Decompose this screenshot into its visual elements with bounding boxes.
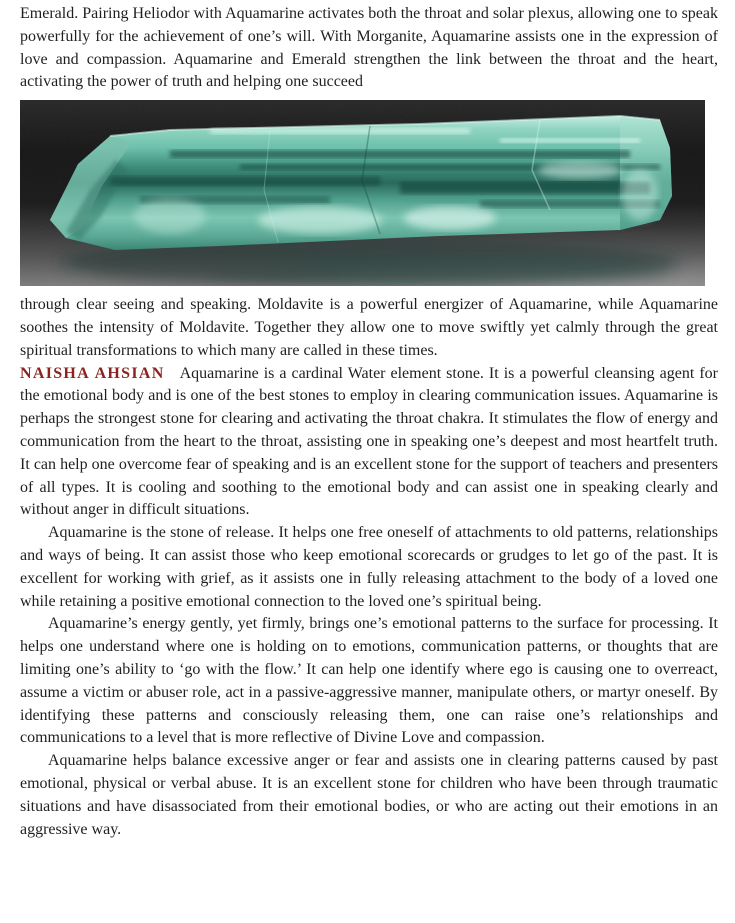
aquamarine-crystal-photo xyxy=(20,100,705,286)
naisha-paragraph-3 xyxy=(20,613,718,750)
author-heading: NAISHA AHSIAN xyxy=(20,364,165,382)
naisha-paragraph-1 xyxy=(20,363,718,523)
aquamarine-crystal-illustration xyxy=(20,100,705,286)
naisha-paragraph-4-text: Aquamarine helps balance excessive anger or fear and assists one in clearing patterns caused by past emotional, physical or verbal abuse. It is an excellent stone for children who have been through traumatic situations and have disassociated from their emotional bodies, or who are acting out their emotions in an aggressive way. xyxy=(20,752,718,838)
naisha-paragraph-3-text: Aquamarine’s energy gently, yet firmly, brings one’s emotional patterns to the surface for processing. It helps one understand where one is holding on to emotions, communication patterns, or thoughts that are limiting one’s ability to ‘go with the flow.’ It can help one identify where ego is causing one to overreact, assume a victim or abuser role, act in a passive-aggressive manner, manipulate others, or martyr oneself. By identifying these patterns and consciously releasing them, one can raise one’s relationships and communications to a level that is more reflective of Divine Love and compassion. xyxy=(20,615,718,747)
naisha-paragraph-4 xyxy=(20,750,718,841)
paragraph-top-text: Emerald. Pairing Heliodor with Aquamarine activates both the throat and solar plexus, allowing one to speak powerfully for the achievement of one’s will. With Morganite, Aquamarine assists one in the expression of love and compassion. Aquamarine and Emerald strengthen the link between the throat and the heart, activating the power of truth and helping one succeed xyxy=(20,5,718,91)
naisha-paragraph-1-text: Aquamarine is a cardinal Water element stone. It is a powerful cleansing agent for the emotional body and is one of the best stones to employ in clearing communication issues. Aquamarine is perhaps the strongest stone for clearing and activating the throat chakra. It stimulates the flow of energy and communication from the heart to the throat, assisting one in speaking one’s deepest and most heartfelt truth. It can help one overcome fear of speaking and is an excellent stone for the support of teachers and presenters of all types. It is cooling and soothing to the emotional body and can assist one in speaking clearly and without anger in difficult situations. xyxy=(20,364,718,519)
paragraph-after-photo-text: through clear seeing and speaking. Moldavite is a powerful energizer of Aquamarine, while Aquamarine soothes the intensity of Moldavite. Together they allow one to move swiftly yet calmly through the great spiritual transformations to which many are called in these times. xyxy=(20,296,718,359)
paragraph-after-photo xyxy=(20,294,718,362)
naisha-paragraph-2-text: Aquamarine is the stone of release. It helps one free oneself of attachments to old patterns, relationships and ways of being. It can assist those who keep emotional scorecards or grudges to let go of the past. It is excellent for working with grief, as it assists one in fully releasing attachment to the body of a loved one while retaining a positive emotional connection to the loved one’s spiritual being. xyxy=(20,524,718,610)
paragraph-top xyxy=(20,3,718,94)
naisha-paragraph-2 xyxy=(20,522,718,613)
